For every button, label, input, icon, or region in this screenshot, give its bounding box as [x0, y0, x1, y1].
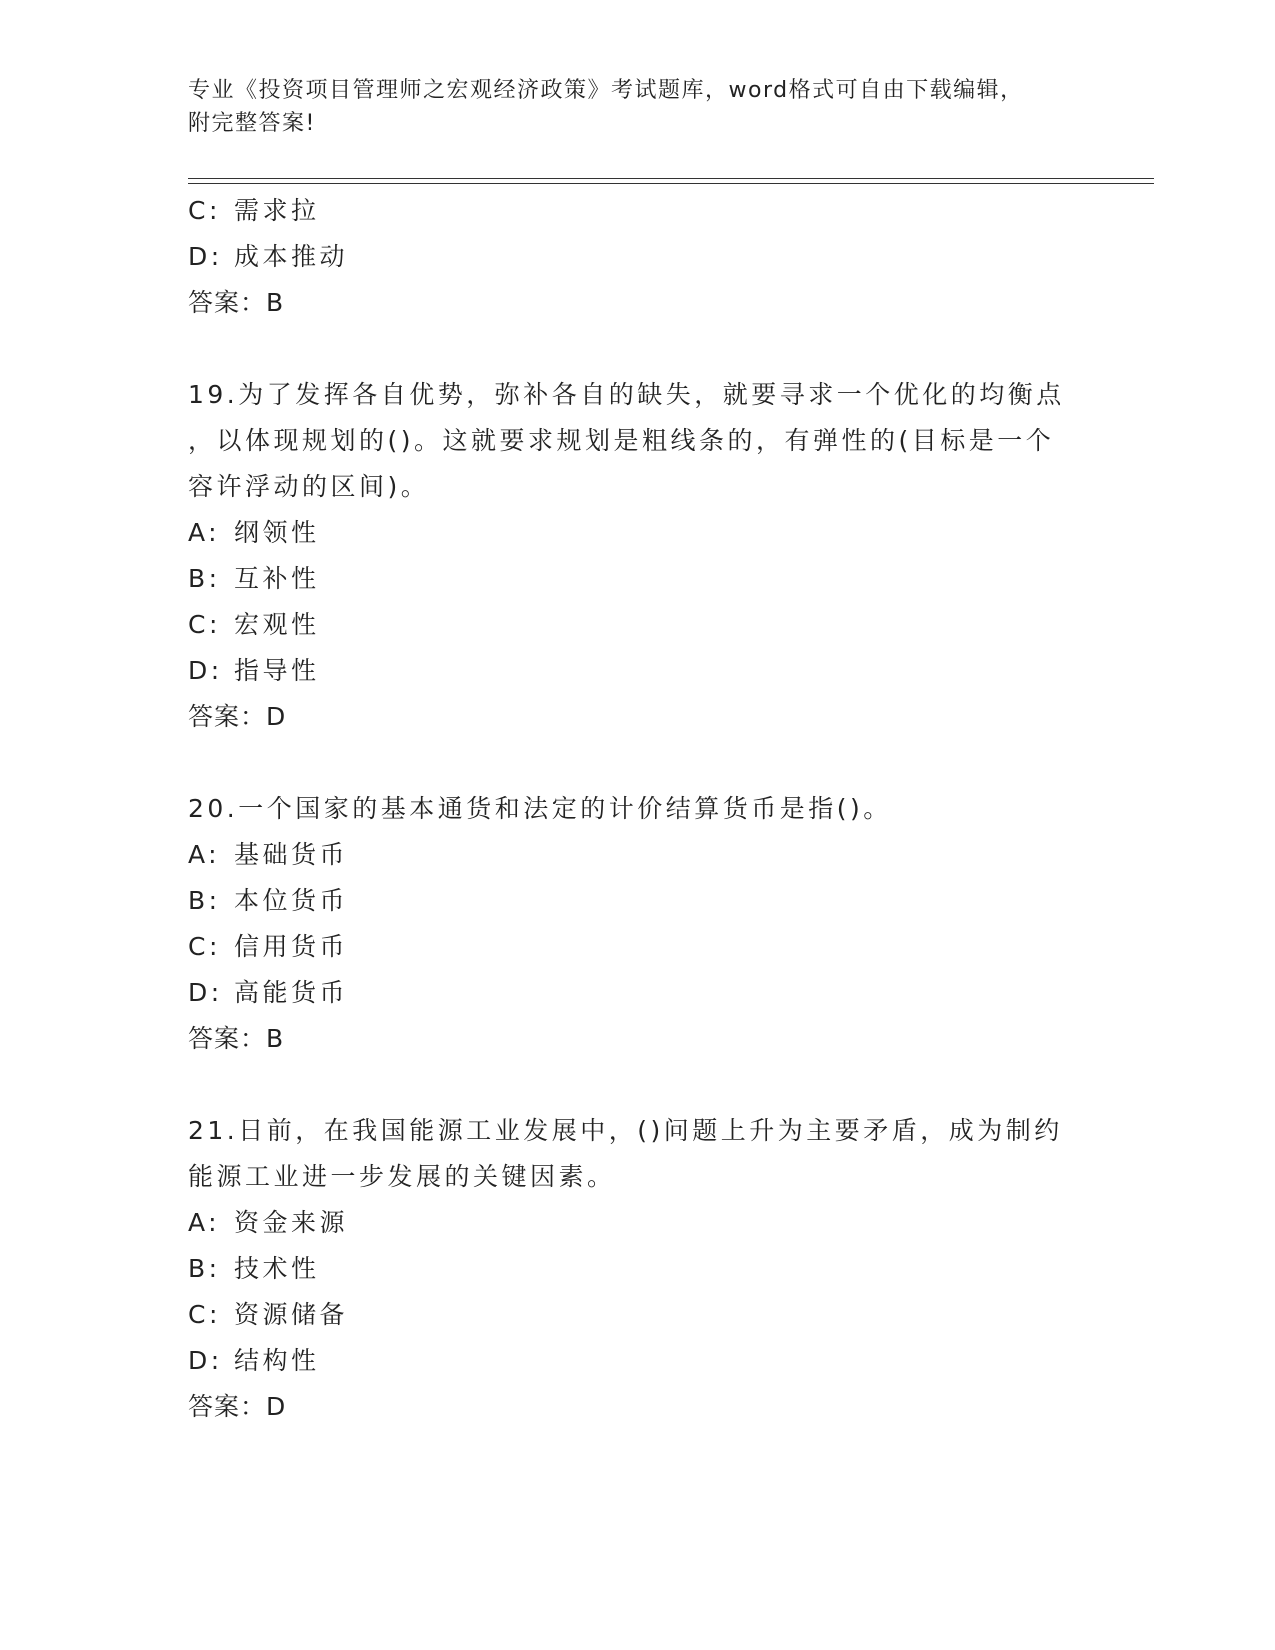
- header-divider-top: [188, 178, 1154, 179]
- question-19: [188, 372, 1088, 740]
- option-row: [188, 1200, 1088, 1246]
- option-text: 需求拉: [234, 196, 320, 225]
- option-letter: D:: [188, 656, 223, 685]
- option-row: [188, 188, 1088, 234]
- question-21: [188, 1108, 1088, 1430]
- header-divider-bottom: [188, 183, 1154, 184]
- answer-line: 答案：D: [188, 1392, 287, 1421]
- header-line-2: 附完整答案!: [188, 111, 316, 136]
- option-row: [188, 1292, 1088, 1338]
- option-text: 资源储备: [234, 1300, 349, 1329]
- question-content: [188, 188, 1088, 1430]
- option-row: [188, 832, 1088, 878]
- option-row: [188, 924, 1088, 970]
- option-letter: C:: [188, 1300, 221, 1329]
- option-letter: D:: [188, 242, 223, 271]
- option-text: 宏观性: [234, 610, 320, 639]
- option-text: 高能货币: [234, 978, 349, 1007]
- option-letter: A:: [188, 1208, 221, 1237]
- question-text-line: 能源工业进一步发展的关键因素。: [188, 1162, 616, 1191]
- option-text: 结构性: [234, 1346, 320, 1375]
- option-letter: C:: [188, 196, 221, 225]
- option-text: 互补性: [234, 564, 320, 593]
- document-header: [188, 74, 1068, 140]
- answer-line: 答案：B: [188, 288, 285, 317]
- question-spacer: [188, 740, 1088, 786]
- answer-line: 答案：B: [188, 1024, 285, 1053]
- option-row: [188, 878, 1088, 924]
- option-text: 纲领性: [234, 518, 320, 547]
- option-text: 资金来源: [234, 1208, 349, 1237]
- option-letter: C:: [188, 610, 221, 639]
- question-spacer: [188, 1062, 1088, 1108]
- option-text: 信用货币: [234, 932, 349, 961]
- option-text: 本位货币: [234, 886, 349, 915]
- option-row: [188, 510, 1088, 556]
- option-letter: B:: [188, 564, 221, 593]
- option-letter: C:: [188, 932, 221, 961]
- option-row: [188, 1246, 1088, 1292]
- option-letter: B:: [188, 886, 221, 915]
- header-line-1: 专业《投资项目管理师之宏观经济政策》考试题库，word格式可自由下载编辑，: [188, 78, 1024, 103]
- question-20: [188, 786, 1088, 1062]
- option-row: [188, 234, 1088, 280]
- option-text: 技术性: [234, 1254, 320, 1283]
- option-row: [188, 648, 1088, 694]
- carryover-block: [188, 188, 1088, 326]
- question-text-line: 20.一个国家的基本通货和法定的计价结算货币是指()。: [188, 794, 892, 823]
- option-text: 成本推动: [234, 242, 349, 271]
- answer-line: 答案：D: [188, 702, 287, 731]
- option-letter: A:: [188, 840, 221, 869]
- option-row: [188, 970, 1088, 1016]
- option-letter: B:: [188, 1254, 221, 1283]
- option-row: [188, 556, 1088, 602]
- option-text: 指导性: [234, 656, 320, 685]
- option-text: 基础货币: [234, 840, 349, 869]
- option-row: [188, 1338, 1088, 1384]
- question-text-line: ，以体现规划的()。这就要求规划是粗线条的，有弹性的(目标是一个: [188, 426, 1055, 455]
- option-letter: D:: [188, 1346, 223, 1375]
- question-text-line: 21.日前，在我国能源工业发展中，()问题上升为主要矛盾，成为制约: [188, 1116, 1063, 1145]
- option-row: [188, 602, 1088, 648]
- option-letter: D:: [188, 978, 223, 1007]
- option-letter: A:: [188, 518, 221, 547]
- question-text-line: 19.为了发挥各自优势，弥补各自的缺失，就要寻求一个优化的均衡点: [188, 380, 1065, 409]
- question-spacer: [188, 326, 1088, 372]
- question-text-line: 容许浮动的区间)。: [188, 472, 430, 501]
